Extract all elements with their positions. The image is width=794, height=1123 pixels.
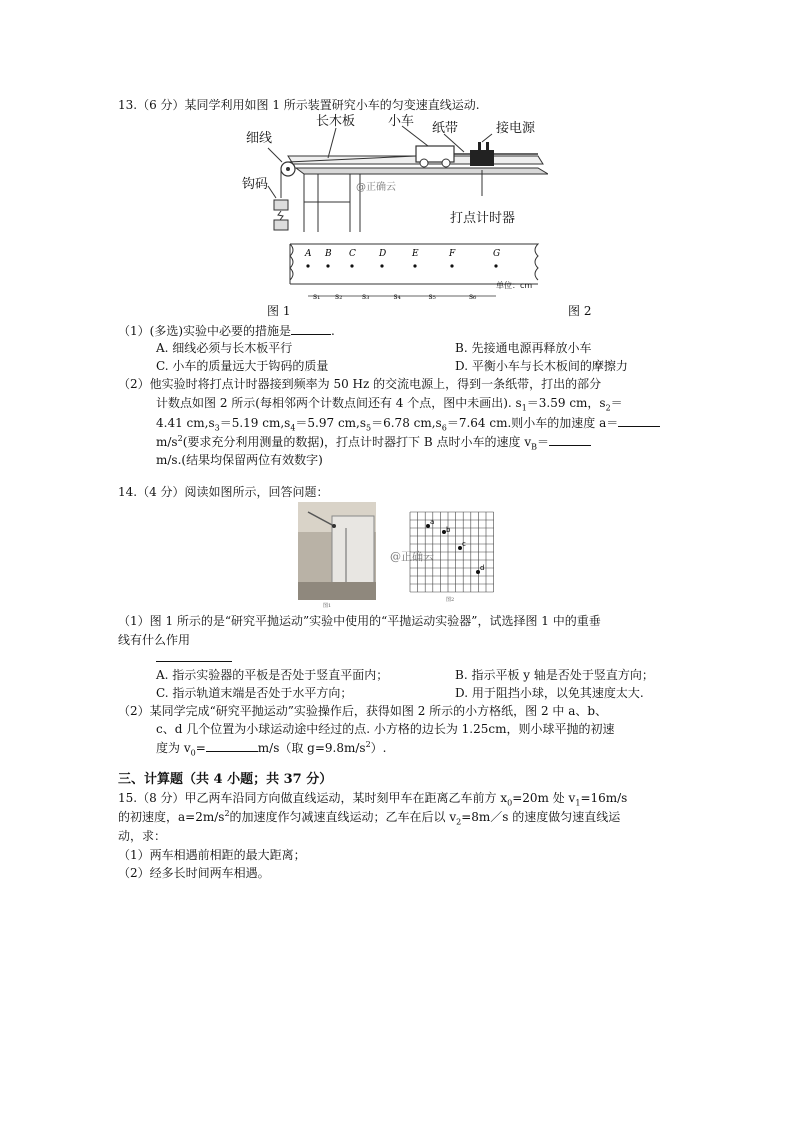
- grid-point-b: b: [446, 526, 451, 534]
- q13-part1-end: .: [331, 324, 335, 338]
- answer-blank[interactable]: [156, 648, 232, 662]
- q13-option-a: A. 细线必须与长木板平行: [156, 341, 293, 355]
- q13-part2-line1: （2）他实验时将打点计时器接到频率为 50 Hz 的交流电源上，得到一条纸带，打出的部分: [118, 377, 602, 391]
- q13-part1-text: （1）(多选)实验中必要的措施是: [118, 324, 291, 338]
- q15-line1: 15.（8 分）甲乙两车沿同方向做直线运动，某时刻甲车在距离乙车前方 $x_0=20m$ 处 $v_1=16m/s$: [118, 791, 628, 808]
- q14-option-d: D. 用于阻挡小球，以免其速度太大.: [455, 686, 644, 700]
- fig1-caption: 图 1: [267, 304, 291, 318]
- q13-part2-line5: m/s.(结果均保留两位有效数字): [156, 453, 323, 467]
- text: ＝: [537, 435, 550, 449]
- tape-point-label: B: [325, 249, 332, 259]
- tape-point-dot: [413, 264, 416, 267]
- grid-caption: 图2: [446, 597, 455, 603]
- section-heading: 三、计算题（共 4 小题；共 37 分）: [118, 772, 333, 787]
- tape-segment-label: s₂: [335, 292, 343, 301]
- label-power: 接电源: [496, 121, 536, 136]
- text: (要求充分利用测量的数据)，打点计时器打下 B 点时小车的速度 v: [182, 435, 532, 449]
- q13-part1: [118, 321, 335, 341]
- answer-blank[interactable]: [291, 321, 331, 335]
- tape-point-label: C: [349, 249, 356, 259]
- q14-photo-figure: [298, 502, 376, 600]
- q13-part2-line3: 4.41 $cm,s_3=5.19$ $cm,s_4=5.97$ $cm,s_5=6.78$ $cm,s_6=7.64$ cm.则小车的加速度 a＝: [156, 413, 660, 433]
- text: ＝3.59 cm，s: [526, 396, 606, 410]
- watermark: @正确云: [356, 182, 396, 193]
- fig2-caption: 图 2: [568, 304, 592, 318]
- q13-tape-figure: [284, 240, 554, 302]
- text: ＝6.78 cm,s: [371, 416, 442, 430]
- q13-part2-line2: 计数点如图 2 所示(每相邻两个计数点间还有 4 个点，图中未画出). $s_1=3.59$ cm，$s_2=$: [156, 396, 623, 413]
- tape-segment-label: s₄: [393, 292, 401, 301]
- q15-line2: 的初速度，$a=2m/s^2$的加速度作匀减速直线运动；乙车在后以 $v_2=8m/s$ 的速度做匀速直线运: [118, 809, 621, 827]
- q13-part2-line4: $m/s^2$(要求充分利用测量的数据)，打点计时器打下 B 点时小车的速度 $v_B=$: [156, 432, 591, 452]
- q13-option-d: D. 平衡小车与长木板间的摩擦力: [455, 359, 628, 373]
- text: ＝5.97 cm,s: [295, 416, 367, 430]
- tape-point-label: F: [449, 249, 456, 259]
- q14-stem: 14.（4 分）阅读如图所示，回答问题：: [118, 485, 329, 499]
- text: ＝7.64 cm.则小车的加速度 a＝: [446, 416, 619, 430]
- text: 的初速度，a=2m/s: [118, 810, 225, 824]
- label-long-board: 长木板: [316, 114, 356, 129]
- text: ）.: [370, 741, 387, 755]
- q13-option-b: B. 先接通电源再释放小车: [455, 341, 592, 355]
- text: =16m/s: [580, 791, 628, 805]
- q13-stem: 13.（6 分）某同学利用如图 1 所示装置研究小车的匀变速直线运动.: [118, 98, 480, 112]
- q15-line3: 动，求：: [118, 829, 167, 843]
- q14-part2-line1: （2）某同学完成“研究平抛运动”实验操作后，获得如图 2 所示的小方格纸，图 2 中 a、b、: [118, 704, 608, 718]
- q14-option-c: C. 指示轨道末端是否处于水平方向；: [156, 686, 353, 700]
- tape-segment-label: s₆: [469, 292, 477, 301]
- tape-point-label: A: [305, 249, 312, 259]
- watermark: @正确云: [390, 550, 434, 563]
- tape-segment-label: s₅: [428, 292, 436, 301]
- tape-point-dot: [306, 264, 309, 267]
- q14-option-a: A. 指示实验器的平板是否处于竖直平面内；: [156, 668, 389, 682]
- q14-part1-line1: （1）图 1 所示的是“研究平抛运动”实验中使用的“平抛运动实验器”，试选择图 1 中的重垂: [118, 614, 601, 628]
- q14-part2-line3: 度为 $v_0= m/s$（取 $g=9.8m/s^2$）.: [156, 740, 387, 758]
- q15-question2: （2）经多长时间两车相遇。: [118, 866, 270, 880]
- label-cart: 小车: [388, 114, 415, 129]
- photo-caption: 图1: [323, 603, 332, 609]
- label-timer: 打点计时器: [450, 211, 516, 226]
- q14-part2-line2: c、d 几个位置为小球运动途中经过的点. 小方格的边长为 1.25cm，则小球平抛的初速: [156, 722, 615, 736]
- label-thin-line: 细线: [246, 131, 273, 146]
- text: 15.（8 分）甲乙两车沿同方向做直线运动，某时刻甲车在距离乙车前方 x: [118, 791, 508, 805]
- text: 计数点如图 2 所示(每相邻两个计数点间还有 4 个点，图中未画出). s: [156, 396, 522, 410]
- label-hook-weight: 钩码: [242, 177, 269, 192]
- initial-velocity-blank[interactable]: [206, 738, 258, 752]
- tape-point-label: E: [412, 249, 419, 259]
- velocity-blank[interactable]: [549, 432, 591, 446]
- text: 的加速度作匀减速直线运动；乙车在后以 v: [229, 810, 457, 824]
- text: 4.41 cm,s: [156, 416, 215, 430]
- tape-segment-label: s₁: [313, 292, 321, 301]
- tape-point-dot: [494, 264, 497, 267]
- q15-question1: （1）两车相遇前相距的最大距离；: [118, 848, 306, 862]
- q13-apparatus-figure: [238, 112, 548, 232]
- tape-point-label: G: [493, 249, 501, 259]
- tape-point-dot: [350, 264, 353, 267]
- text: m/s: [156, 435, 178, 449]
- text: =8m／s 的速度做匀速直线运: [461, 810, 621, 824]
- tape-point-dot: [326, 264, 329, 267]
- text: =: [195, 741, 206, 755]
- text: ＝: [610, 396, 623, 410]
- q14-option-b: B. 指示平板 y 轴是否处于竖直方向；: [455, 668, 654, 682]
- text: ＝5.19 cm,s: [219, 416, 291, 430]
- grid-point-a: a: [430, 518, 435, 526]
- tape-point-dot: [380, 264, 383, 267]
- tape-segment-label: s₃: [362, 292, 370, 301]
- tape-point-label: D: [379, 249, 387, 259]
- q14-part1-line2: 线有什么作用: [118, 633, 191, 647]
- label-paper-tape: 纸带: [432, 121, 459, 136]
- q13-option-c: C. 小车的质量远大于钩码的质量: [156, 359, 329, 373]
- text: 度为 v: [156, 741, 191, 755]
- text: m/s（取 g=9.8m/s: [257, 741, 366, 755]
- tape-unit: 单位：cm: [496, 281, 533, 290]
- acceleration-blank[interactable]: [618, 413, 660, 427]
- grid-point-c: c: [462, 540, 466, 548]
- q14-part1-answer: [156, 648, 232, 668]
- grid-point-d: d: [480, 564, 485, 572]
- tape-point-dot: [450, 264, 453, 267]
- text: =20m 处 v: [512, 791, 576, 805]
